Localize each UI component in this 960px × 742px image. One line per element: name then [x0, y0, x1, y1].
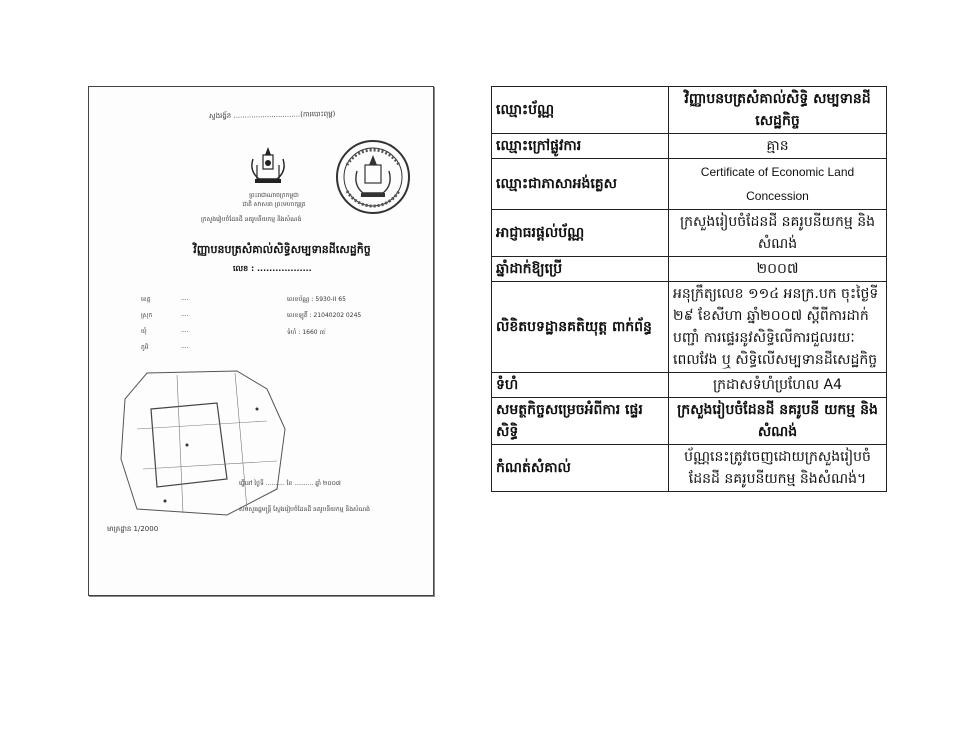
certificate-title: វិញ្ញាបនបត្រសំគាល់សិទ្ធិសម្បទានដីសេដ្ឋកិច្ច — [193, 243, 371, 256]
official-seal-icon — [333, 137, 413, 217]
row-key-name: ឈ្មោះប័ណ្ណ — [492, 87, 669, 134]
row-key-transfer-authority: សមត្ថកិច្ចសម្រេចអំពីការ ផ្ទេរសិទ្ធិ — [492, 398, 669, 445]
row-key-english-name: ឈ្មោះជាភាសាអង់គ្លេស — [492, 159, 669, 210]
certificate-info-table — [491, 86, 887, 492]
table-row — [492, 257, 887, 282]
table-row — [492, 134, 887, 159]
row-key-legal-basis: លិខិតបទដ្ឋានគតិយុត្ត ពាក់ព័ន្ធ — [492, 282, 669, 373]
row-value-informal-name: គ្មាន — [669, 134, 887, 159]
field-province: ខេត្ត — [141, 296, 151, 303]
kingdom-heading — [239, 191, 309, 209]
table-row — [492, 373, 887, 398]
row-key-remarks: កំណត់សំគាល់ — [492, 445, 669, 492]
ministry-line: ក្រសួងរៀបចំដែនដី នគរូបនីយកម្ម និងសំណង់ — [201, 216, 302, 223]
field-parcel-number: លេខឡូតិ៍ : 21040202 0245 — [287, 312, 362, 319]
certificate-scan — [88, 86, 434, 596]
row-key-informal-name: ឈ្មោះក្រៅផ្លូវការ — [492, 134, 669, 159]
value-village: .... — [181, 343, 189, 350]
row-value-remarks: ប័ណ្ណនេះត្រូវចេញដោយក្រសួងរៀបចំ ដែនដី នគរូបនីយកម្ម និងសំណង់។ — [669, 445, 887, 492]
table-row — [492, 159, 887, 210]
table-row — [492, 282, 887, 373]
row-value-english-name: Certificate of Economic Land Concession — [669, 159, 887, 210]
row-value-size: ក្រដាសទំហំប្រហែល A4 — [669, 373, 887, 398]
map-scale: មាត្រដ្ឋាន 1/2000 — [107, 525, 159, 533]
row-value-legal-basis: អនុក្រឹត្យលេខ ១១៤ អនក្រ.បក ចុះថ្ងៃទី ២៩ ខែសីហា ឆ្នាំ២០០៧ ស្តីពីការដាក់ បញ្ជាំ ការផ្ទេរនូវសិទ្ធិលើការជួលរយៈ ពេលវែង ឬ សិទ្ធិលើសម្បទានដីសេដ្ឋកិច្ច — [669, 282, 887, 373]
row-value-issuing-authority: ក្រសួងរៀបចំដែនដី នគរូបនីយកម្ម និង សំណង់ — [669, 210, 887, 257]
field-commune: ឃុំ — [141, 328, 147, 335]
signer-line: សមសួររដ្ឋមន្ត្រី ស្តែងរៀបចំដែនដី នគរូបនីយកម្ម និងសំណង់ — [239, 506, 370, 513]
table-row — [492, 87, 887, 134]
field-area: ទំហំ : 1660 ㎡ — [287, 329, 326, 336]
field-village: ភូមិ — [141, 344, 149, 351]
kingdom-line-1: ព្រះរាជាណាចក្រកម្ពុជា — [249, 192, 299, 199]
table-row — [492, 398, 887, 445]
table-row — [492, 445, 887, 492]
table-row — [492, 210, 887, 257]
row-value-name: វិញ្ញាបនបត្រសំគាល់សិទ្ធិ សម្បទានដីសេដ្ឋកិច្ច — [669, 87, 887, 134]
issued-date-line: ធ្វើនៅ ថ្ងៃទី .......... ខែ .......... ឆ្នាំ ២០០៧ — [239, 480, 341, 487]
certificate-number: លេខ : .................. — [233, 264, 312, 273]
value-province: .... — [181, 295, 189, 302]
field-certificate-number: លេខប័ណ្ណ : 5930-II 65 — [287, 296, 346, 303]
row-key-size: ទំហំ — [492, 373, 669, 398]
kingdom-line-2: ជាតិ សាសនា ព្រះមហាក្សត្រ — [242, 201, 306, 208]
value-district: .... — [181, 311, 189, 318]
row-value-transfer-authority: ក្រសួងរៀបចំដែនដី នគរូបនី យកម្ម និងសំណង់ — [669, 398, 887, 445]
row-key-issuing-authority: អាជ្ញាធរផ្តល់ប័ណ្ណ — [492, 210, 669, 257]
row-key-year: ឆ្នាំដាក់ឱ្យប្រើ — [492, 257, 669, 282]
row-value-year: ២០០៧ — [669, 257, 887, 282]
royal-emblem-icon — [247, 145, 289, 185]
value-commune: .... — [181, 327, 189, 334]
parcel-map — [117, 369, 289, 519]
scan-top-line: ស្ទងរង្វ័ន ..............................(ការបោះពុម្ព) — [208, 109, 336, 121]
field-district: ស្រុក — [141, 312, 153, 319]
